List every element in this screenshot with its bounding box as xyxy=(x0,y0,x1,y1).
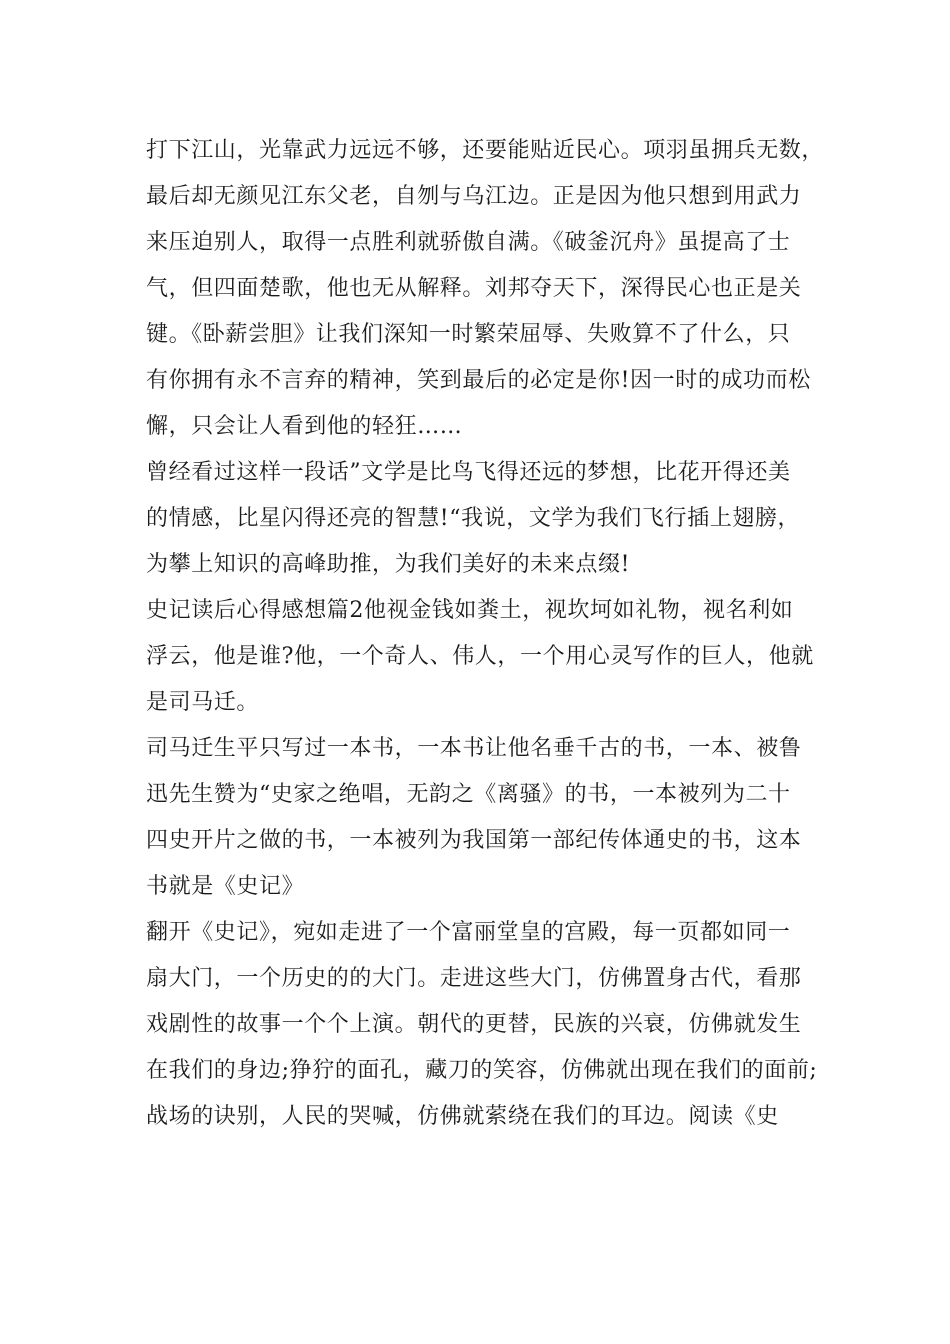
text-line-9: 的情感，比星闪得还亮的智慧!“我说，文学为我们飞行插上翅膀， xyxy=(146,506,801,531)
text-line-14: 司马迁生平只写过一本书，一本书让他名垂千古的书，一本、被鲁 xyxy=(146,736,802,761)
text-line-17: 书就是《史记》 xyxy=(146,874,305,899)
text-line-6: 有你拥有永不言弃的精神，笑到最后的必定是你!因一时的成功而松 xyxy=(146,368,811,393)
text-line-10: 为攀上知识的高峰助推，为我们美好的未来点缀! xyxy=(146,552,631,577)
text-line-12: 浮云，他是谁?他，一个奇人、伟人，一个用心灵写作的巨人，他就 xyxy=(146,644,814,669)
text-line-7: 懈，只会让人看到他的轻狂…… xyxy=(146,414,463,439)
text-line-3: 来压迫别人，取得一点胜利就骄傲自满。《破釜沉舟》虽提高了士 xyxy=(146,230,791,255)
text-line-19: 扇大门，一个历史的的大门。走进这些大门，仿佛置身古代，看那 xyxy=(146,966,802,991)
text-line-5: 键。《卧薪尝胆》让我们深知一时繁荣屈辱、失败算不了什么，只 xyxy=(146,322,791,347)
text-line-13: 是司马迁。 xyxy=(146,690,260,715)
text-line-1: 打下江山，光靠武力远远不够，还要能贴近民心。项羽虽拥兵无数， xyxy=(146,138,825,163)
text-line-18: 翻开《史记》，宛如走进了一个富丽堂皇的宫殿，每一页都如同一 xyxy=(146,920,791,945)
text-line-20: 戏剧性的故事一个个上演。朝代的更替，民族的兴衰，仿佛就发生 xyxy=(146,1012,802,1037)
text-line-4: 气，但四面楚歌，他也无从解释。刘邦夺天下，深得民心也正是关 xyxy=(146,276,802,301)
text-line-21: 在我们的身边;狰狞的面孔，藏刀的笑容，仿佛就出现在我们的面前; xyxy=(146,1058,818,1083)
text-line-15: 迅先生赞为“史家之绝唱，无韵之《离骚》的书，一本被列为二十 xyxy=(146,782,791,807)
text-line-16: 四史开片之做的书，一本被列为我国第一部纪传体通史的书，这本 xyxy=(146,828,802,853)
text-line-8: 曾经看过这样一段话”文学是比鸟飞得还远的梦想，比花开得还美 xyxy=(146,460,791,485)
text-line-22: 战场的诀别，人民的哭喊，仿佛就萦绕在我们的耳边。阅读《史 xyxy=(146,1104,779,1129)
text-line-2: 最后却无颜见江东父老，自刎与乌江边。正是因为他只想到用武力 xyxy=(146,184,802,209)
text-line-11: 史记读后心得感想篇2他视金钱如粪土，视坎坷如礼物，视名利如 xyxy=(146,598,794,623)
document-body xyxy=(146,128,826,1140)
